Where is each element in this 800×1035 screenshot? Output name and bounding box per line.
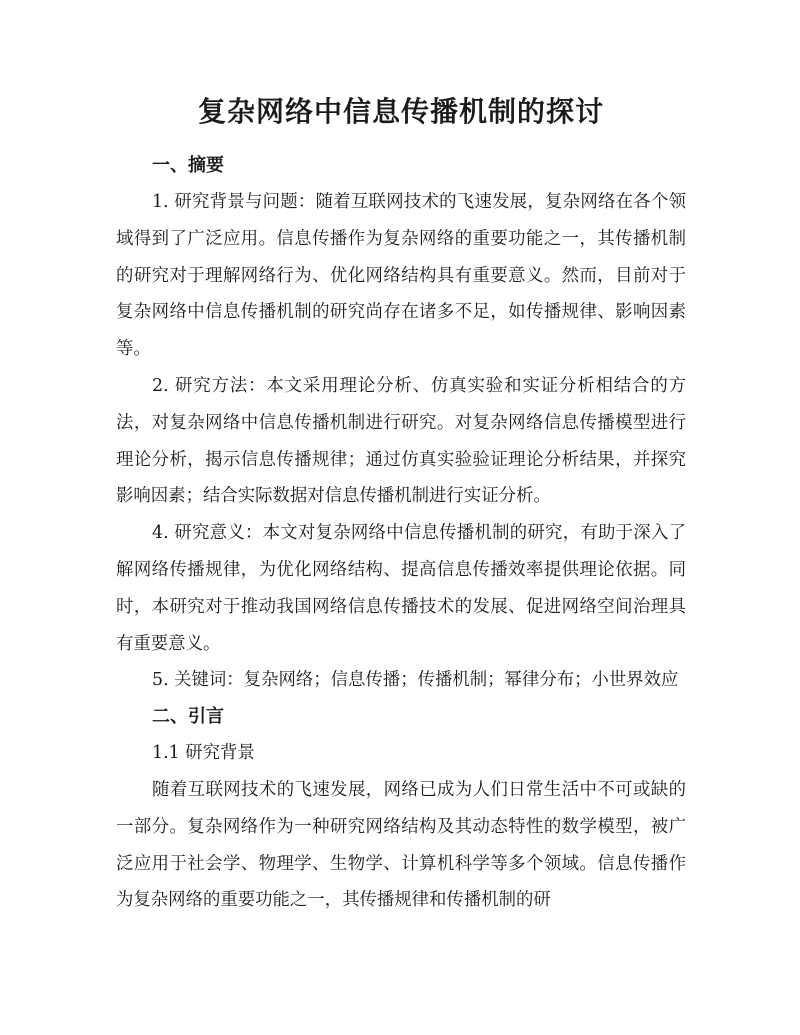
abstract-paragraph-2: 2. 研究方法：本文采用理论分析、仿真实验和实证分析相结合的方法，对复杂网络中信息传播机制进行研究。对复杂网络信息传播模型进行理论分析，揭示信息传播规律；通过仿真实验验证理论分析结果，并探究影响因素；结合实际数据对信息传播机制进行实证分析。: [116, 375, 686, 507]
intro-paragraph-1: 随着互联网技术的飞速发展，网络已成为人们日常生活中不可或缺的一部分。复杂网络作为一种研究网络结构及其动态特性的数学模型，被广泛应用于社会学、物理学、生物学、计算机科学等多个领域。信息传播作为复杂网络的重要功能之一，其传播规律和传播机制的研: [116, 779, 686, 911]
abstract-keywords: 5. 关键词：复杂网络；信息传播；传播机制；幂律分布；小世界效应: [152, 670, 679, 691]
abstract-paragraph-1: 1. 研究背景与问题：随着互联网技术的飞速发展，复杂网络在各个领域得到了广泛应用。信息传播作为复杂网络的重要功能之一，其传播机制的研究对于理解网络行为、优化网络结构具有重要意义。然而，目前对于复杂网络中信息传播机制的研究尚存在诸多不足，如传播规律、影响因素等。: [116, 192, 686, 360]
document-page: [116, 86, 686, 919]
abstract-paragraph-3: 4. 研究意义：本文对复杂网络中信息传播机制的研究，有助于深入了解网络传播规律，为优化网络结构、提高信息传播效率提供理论依据。同时，本研究对于推动我国网络信息传播技术的发展、促进网络空间治理具有重要意义。: [116, 523, 686, 654]
intro-heading: 二、引言: [152, 706, 224, 728]
abstract-heading: 一、摘要: [152, 155, 224, 176]
document-title: 复杂网络中信息传播机制的探讨: [197, 95, 604, 128]
intro-subheading: 1.1 研究背景: [152, 743, 255, 764]
